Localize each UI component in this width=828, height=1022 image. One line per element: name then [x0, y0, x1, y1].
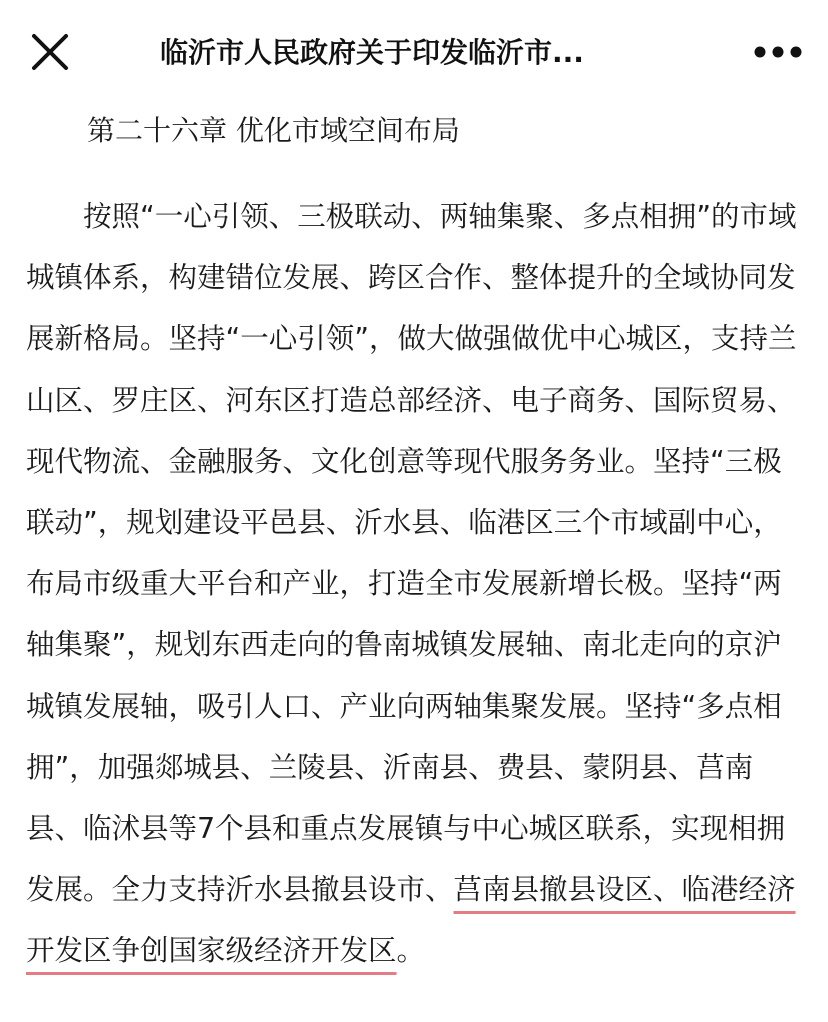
underlined-highlight-text: 莒南县撤县设区、临港经济开发区争创国家级经济开发区: [26, 873, 796, 968]
more-options-button[interactable]: [752, 36, 804, 68]
paragraph-text: 按照“一心引领、三极联动、两轴集聚、多点相拥”的市域城镇体系，构建错位发展、跨区合作、整体提升的全域协同发展新格局。坚持“一心引领”，做大做强做优中心城区，支持兰山区、罗庄区、河东区打造总部经济、电子商务、国际贸易、现代物流、金融服务、文化创意等现代服务务业。坚持“三极联动”，规划建设平邑县、沂水县、临港区三个市域副中心，布局市级重大平台和产业，打造全市发展新增长极。坚持“两轴集聚”，规划东西走向的鲁南城镇发展轴、南北走向的京沪城镇发展轴，吸引人口、产业向两轴集聚发展。坚持“多点相拥”，加强郯城县、兰陵县、沂南县、费县、蒙阴县、莒南县、临沭县等7个县和重点发展镇与中心城区联系，实现相拥发展。全力支持沂水县撤县设市、: [26, 200, 797, 907]
close-button[interactable]: [30, 32, 70, 72]
article-paragraph: [26, 186, 806, 982]
article-content: [26, 106, 806, 982]
top-navigation-bar: [0, 0, 828, 104]
close-icon: [30, 32, 70, 72]
chapter-heading: 第二十六章 优化市域空间布局: [87, 114, 460, 147]
more-options-icon: [752, 36, 804, 68]
paragraph-end: 。: [396, 934, 426, 968]
page-title: 临沂市人民政府关于印发临沂市...: [160, 36, 584, 69]
